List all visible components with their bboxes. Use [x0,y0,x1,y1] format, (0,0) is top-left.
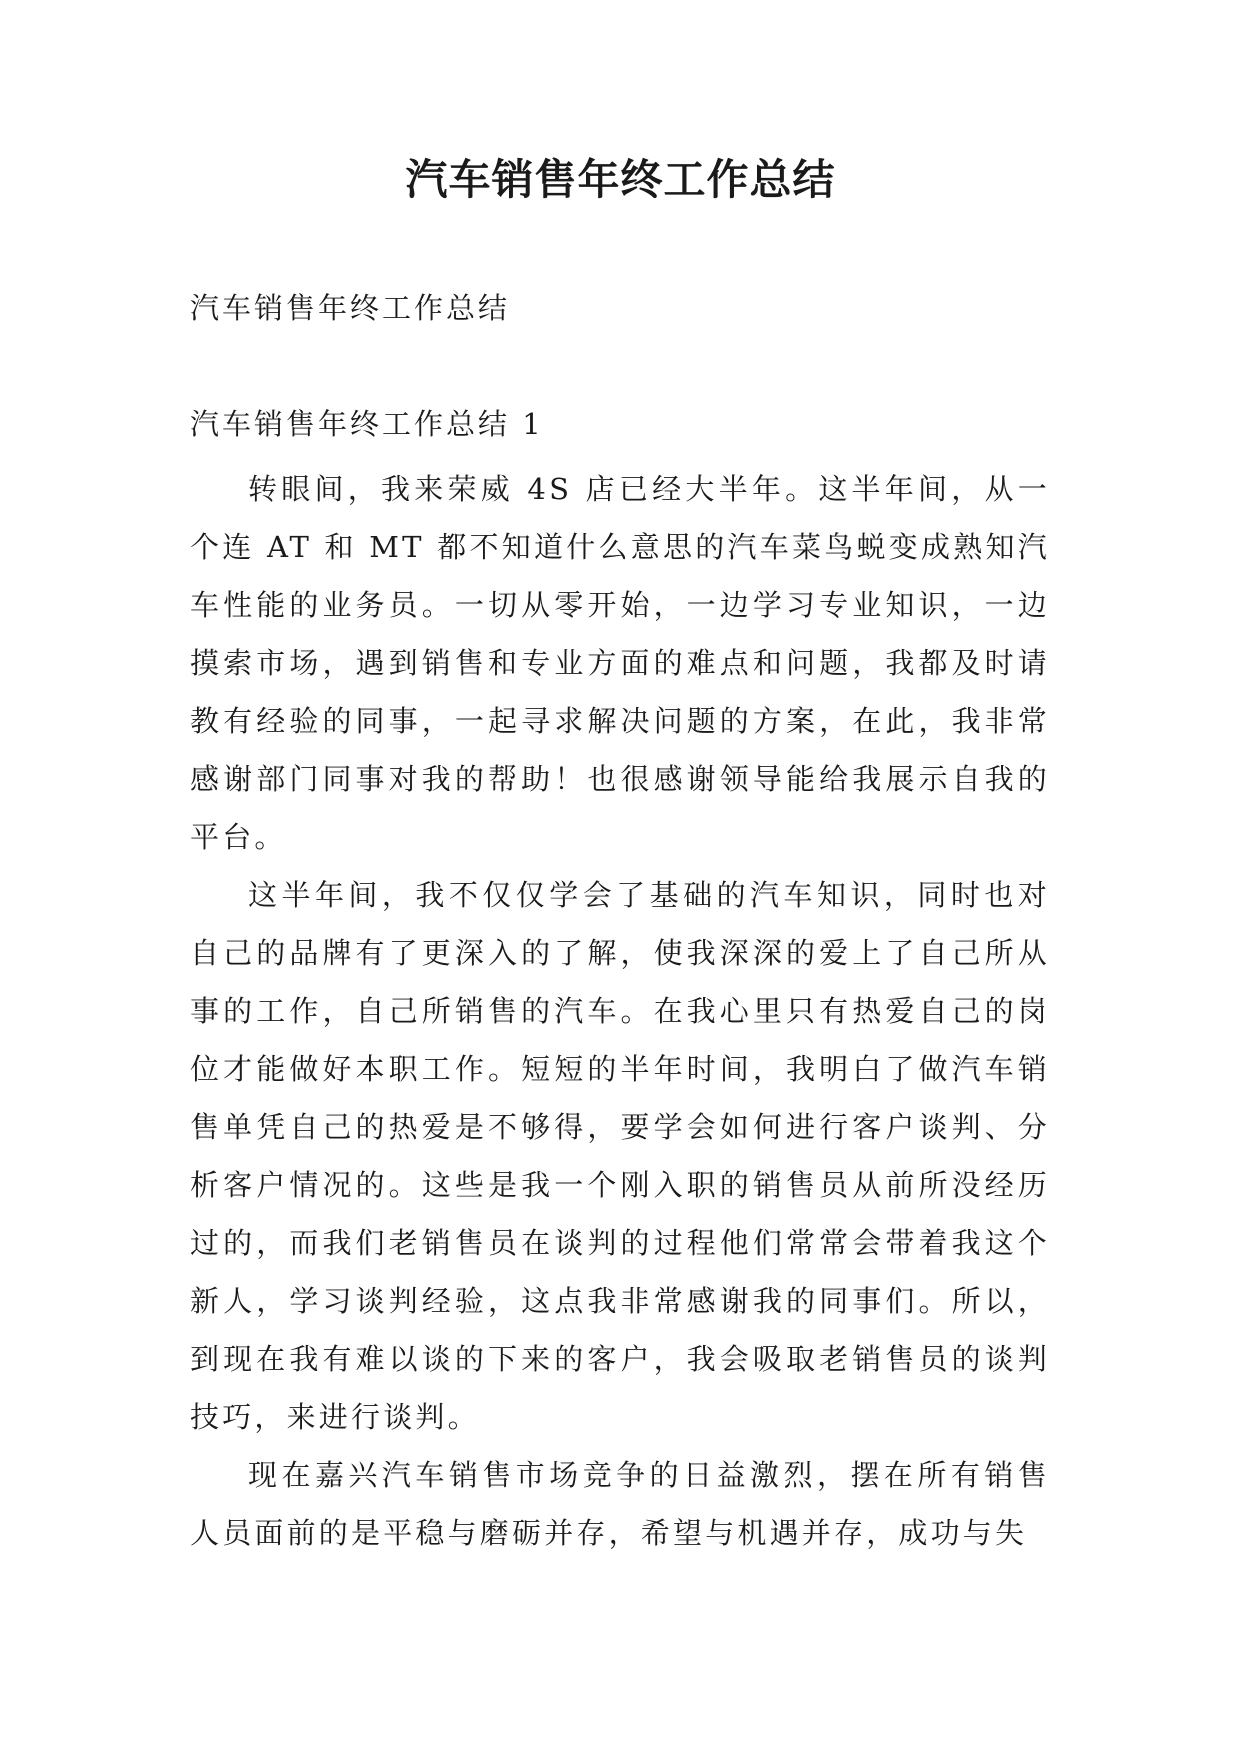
document-title: 汽车销售年终工作总结 [405,155,836,204]
document-body [190,460,1050,1562]
paragraph: 现在嘉兴汽车销售市场竞争的日益激烈，摆在所有销售人员面前的是平稳与磨砺并存，希望与机遇并存，成功与失 [190,1458,1050,1550]
document-subtitle: 汽车销售年终工作总结 [190,291,511,325]
paragraph: 这半年间，我不仅仅学会了基础的汽车知识，同时也对自己的品牌有了更深入的了解，使我深深的爱上了自己所从事的工作，自己所销售的汽车。在我心里只有热爱自己的岗位才能做好本职工作。短短的半年时间，我明白了做汽车销售单凭自己的热爱是不够得，要学会如何进行客户谈判、分析客户情况的。这些是我一个刚入职的销售员从前所没经历过的，而我们老销售员在谈判的过程他们常常会带着我这个新人，学习谈判经验，这点我非常感谢我的同事们。所以，到现在我有难以谈的下来的客户，我会吸取老销售员的谈判技巧，来进行谈判。 [190,878,1050,1434]
paragraph: 转眼间，我来荣威 4S 店已经大半年。这半年间，从一个连 AT 和 MT 都不知道什么意思的汽车菜鸟蜕变成熟知汽车性能的业务员。一切从零开始，一边学习专业知识，一边摸索市场，遇到销售和专业方面的难点和问题，我都及时请教有经验的同事，一起寻求解决问题的方案，在此，我非常感谢部门同事对我的帮助！也很感谢领导能给我展示自我的平台。 [190,472,1050,854]
section-heading: 汽车销售年终工作总结 1 [190,407,544,441]
